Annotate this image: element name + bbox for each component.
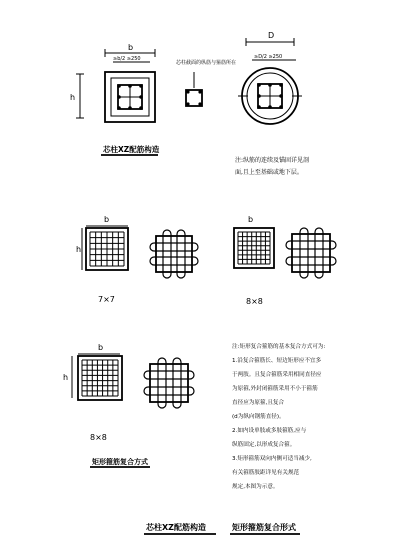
core-column-square-section <box>70 43 155 122</box>
hoop-vertical <box>177 230 185 278</box>
note-top-line2: 面,且上至基础或地下层。 <box>235 169 303 176</box>
grid-dim-h: h <box>63 373 69 382</box>
footer-title-right: 矩形箍筋复合形式 <box>232 523 296 532</box>
note-top-line1: 注:纵筋的连续及锚固详见剖 <box>235 157 310 164</box>
rebar-mesh <box>90 232 124 266</box>
composite-8x8-right <box>286 228 336 278</box>
hoop-horizontal <box>150 257 198 265</box>
grid-8x8-right <box>234 215 274 268</box>
hoop-horizontal <box>144 371 194 379</box>
hoop-horizontal <box>286 257 336 265</box>
note-line: 有关箍筋肢距详见有关规范 <box>232 470 300 476</box>
grid-dim-b: b <box>248 215 254 224</box>
hoop-vertical <box>173 358 181 408</box>
note-line: 直径应为原箍,且复合 <box>232 400 285 406</box>
label-7x7: 7×7 <box>98 295 115 304</box>
label-8x8-lower: 8×8 <box>90 433 107 442</box>
dim-top-left: ≥b/2 ≥250 <box>113 56 141 62</box>
hoop-vertical <box>300 228 308 278</box>
hoop-vertical <box>158 358 166 408</box>
figure1-title: 芯柱XZ配筋构造 <box>103 145 160 154</box>
footer-title-left: 芯柱XZ配筋构造 <box>146 523 206 532</box>
note-line: 3.矩形箍筋双向内侧可适当减少, <box>232 456 312 462</box>
composite-outline <box>156 236 192 272</box>
hoop-vertical <box>315 228 323 278</box>
grid-dim-b: b <box>104 215 110 224</box>
dim-b-label: b <box>128 43 134 52</box>
grid-8x8-lower <box>63 343 122 400</box>
composite-8x8-lower <box>144 358 194 408</box>
core-detail-callout <box>176 59 236 106</box>
label-8x8-top: 8×8 <box>246 297 263 306</box>
note-line: 注:矩形复合箍筋的基本复合方式可为: <box>232 344 326 350</box>
rebar-mesh <box>82 360 118 396</box>
note-line: 规定,本图为示意。 <box>232 484 279 490</box>
note-line: 为原箍,外封闭箍筋采用不小于箍筋 <box>232 386 318 392</box>
composite-title: 矩形箍筋复合方式 <box>92 458 148 466</box>
grid-7x7 <box>76 215 128 270</box>
dim-d-label: D <box>268 31 275 40</box>
composite-outline <box>292 234 330 272</box>
note-line: 纵筋固定,以形成复合箍。 <box>232 442 296 448</box>
dim-top-right: ≥D/2 ≥250 <box>254 54 283 60</box>
grid-dim-b: b <box>98 343 104 352</box>
notes-block <box>232 342 325 490</box>
note-line: 2.如内设单肢或多肢箍筋,应与 <box>232 428 307 434</box>
grid-outline <box>234 228 274 268</box>
grid-dim-h: h <box>76 245 82 254</box>
rebar-mesh <box>238 232 270 264</box>
dim-h-label: h <box>70 93 76 102</box>
hoop-horizontal <box>286 241 336 249</box>
note-line: 于两肢。且复合箍筋采用相同直径应 <box>232 372 322 378</box>
hoop-horizontal <box>150 243 198 251</box>
composite-outline <box>150 364 188 402</box>
hoop-vertical <box>163 230 171 278</box>
core-column-round-section <box>238 31 302 124</box>
grid-outline <box>78 356 122 400</box>
hoop-horizontal <box>144 387 194 395</box>
note-line: 1.沿复合箍筋长、短边矩形应不宜多 <box>232 358 322 364</box>
callout-note: 芯柱截面的纵筋与箍筋所在 <box>176 60 237 66</box>
note-line: (d为纵向钢筋直径)。 <box>232 414 285 420</box>
composite-7x7 <box>150 230 198 278</box>
